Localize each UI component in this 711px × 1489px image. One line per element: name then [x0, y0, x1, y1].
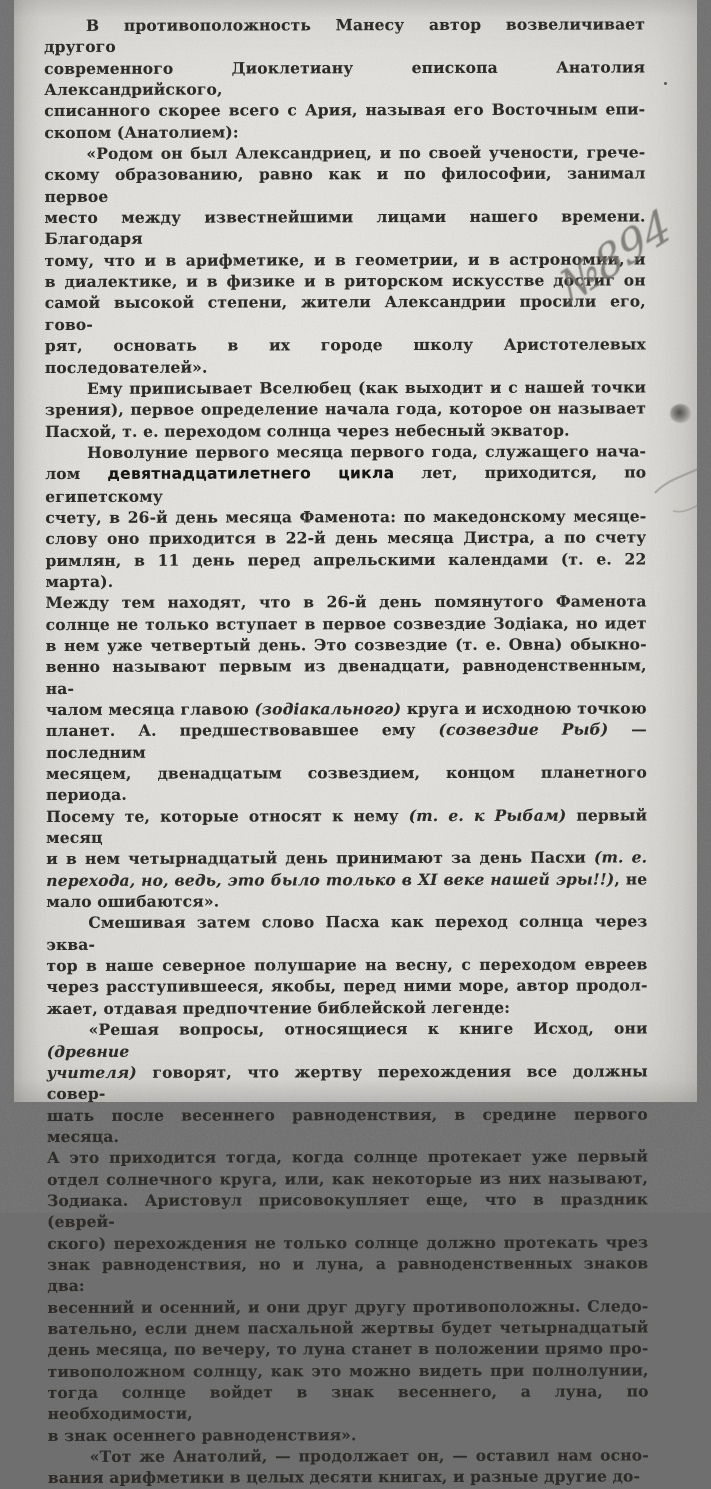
text-line — [45, 334, 646, 378]
text-run: вания арифметики в целых десяти книгах, и разные другие до- — [47, 1466, 641, 1488]
italic-run: (т. е. к Рыбам) — [408, 805, 567, 825]
text-run: слову оно приходится в 22-й день месяца Дистра, а по счету — [45, 527, 647, 549]
text-line — [45, 440, 646, 463]
text-line — [48, 1466, 649, 1489]
text-run: , не — [614, 869, 648, 889]
paragraph — [45, 440, 647, 912]
text-run: «Тот же Анатолий, — продолжает он, — оставил нам осно- — [89, 1445, 649, 1466]
text-run: тор в наше северное полушарие на весну, с переходом евреев — [46, 954, 648, 976]
text-line — [45, 419, 646, 442]
text-run: счету, в 26-й день месяца Фаменота: по македонскому месяце- — [45, 506, 647, 527]
text-run: жает, отдавая предпочтение библейской легенде: — [46, 997, 511, 1018]
paragraph — [47, 1018, 649, 1446]
text-line — [47, 975, 648, 998]
text-line — [46, 655, 647, 699]
paragraph — [44, 13, 645, 143]
italic-run: (т. е. — [593, 847, 648, 867]
text-run: зрения), первое определение начала года, которое он называет — [45, 398, 647, 420]
text-line — [46, 612, 647, 635]
text-run: и в нем четырнадцатый день принимают за день Пасхи — [46, 847, 594, 869]
text-line — [45, 270, 646, 293]
bold-run: девятнадцатилетнего цикла — [107, 464, 395, 484]
text-line — [47, 1252, 648, 1296]
text-line — [46, 761, 647, 805]
text-run: солнце не только вступает в первое созвездие Зодіака, но идет — [45, 613, 647, 634]
text-run: отдел солнечного круга, или, как некоторые из них называют, — [47, 1167, 649, 1189]
text-line — [45, 462, 646, 507]
text-run: весенний и осенний, и они друг другу противоположны. Следо- — [47, 1296, 649, 1317]
text-line — [47, 1295, 648, 1318]
text-line — [45, 291, 646, 335]
text-run: шать после весеннего равноденствия, в средине первого месяца. — [46, 1103, 648, 1146]
text-run: в нем уже четвертый день. Это созвездие (т. е. Овна) обыкно- — [45, 634, 647, 655]
text-line — [44, 120, 645, 143]
text-line — [46, 804, 647, 848]
text-line — [47, 1060, 648, 1104]
italic-run: (древние — [46, 1041, 130, 1061]
ink-blot — [670, 404, 691, 423]
text-run: «Решая вопросы, относящиеся к книге Исход, они — [88, 1018, 648, 1040]
text-run: чалом месяца главою — [45, 699, 255, 719]
text-run: Новолуние первого месяца первого года, служащего нача- — [87, 441, 647, 462]
text-line — [48, 1359, 649, 1382]
text-line — [47, 996, 648, 1019]
text-run: скому образованию, равно как и по философии, занимал первое — [44, 163, 646, 206]
text-line — [46, 633, 647, 656]
text-block — [44, 13, 649, 1488]
text-run: скопом (Анатолием): — [44, 122, 239, 142]
text-run: в знак осеннего равноденствия». — [47, 1424, 357, 1445]
text-run: венно называют первым из двенадцати, равноденственным, на- — [45, 655, 647, 698]
italic-run: учителя) — [46, 1062, 137, 1082]
text-line — [45, 505, 646, 528]
text-line — [45, 248, 646, 271]
text-run: лом — [45, 464, 108, 484]
paragraph — [48, 1444, 649, 1488]
text-line — [46, 847, 647, 870]
ink-speck — [664, 82, 667, 85]
text-line — [47, 1146, 648, 1169]
text-line — [46, 868, 647, 891]
italic-run: (созвездие Рыб) — [438, 719, 609, 740]
italic-run: перехода, но, ведь, это было только в XI веке нашей эры!!) — [46, 869, 615, 890]
text-run: Ему приписывает Вселюбец (как выходит и с нашей точки — [86, 377, 647, 398]
text-run: Зодиака. Аристовул присовокупляет еще, что в праздник (еврей- — [47, 1189, 649, 1232]
text-line — [47, 1231, 648, 1254]
text-run: вательно, если днем пасхальной жертвы будет четырнадцатый — [47, 1317, 649, 1338]
text-run: тому, что и в арифметике, и в геометрии, и в астрономии, и — [44, 249, 646, 270]
italic-run: (зодіакального) — [254, 699, 402, 719]
text-run: ского) перехождения не только солнце должно протекать чрез — [47, 1232, 649, 1253]
text-line — [47, 1188, 648, 1232]
text-run: месяцем, двенадцатым созвездием, концом планетного периода. — [45, 762, 648, 805]
text-run: мало ошибаются». — [46, 891, 220, 912]
text-line — [44, 141, 645, 164]
paragraph — [45, 376, 646, 442]
text-line — [46, 719, 647, 763]
text-run: современного Диоклетиану епископа Анатолия Александрийского, — [44, 57, 646, 100]
text-line — [47, 1167, 648, 1190]
text-line — [46, 911, 647, 955]
text-run: списанного скорее всего с Ария, называя его Восточным епи- — [44, 99, 646, 121]
text-run: Между тем находят, что в 26-й день помянутого Фаменота — [45, 591, 647, 613]
text-run: рят, основать в их городе школу Аристотелевых последователей». — [44, 334, 646, 377]
text-line — [44, 99, 645, 122]
scanned-page — [14, 0, 697, 1488]
text-run: тогда солнце войдет в знак весеннего, а луна, по необходимости, — [47, 1381, 649, 1424]
text-line — [47, 1338, 648, 1361]
text-line — [47, 1103, 648, 1147]
text-line — [45, 548, 646, 592]
text-run: день месяца, по вечеру, то луна станет в положении прямо про- — [47, 1338, 649, 1360]
text-run: А это приходится тогда, когда солнце протекает уже первый — [46, 1146, 649, 1168]
text-run: В противоположность Манесу автор возвеличивает другого — [44, 14, 646, 57]
text-line — [47, 1018, 648, 1062]
text-run: тивоположном солнцу, как это можно видеть при полнолунии, — [47, 1360, 649, 1381]
text-line — [44, 163, 645, 207]
text-run: Пасхой, т. е. переходом солнца через небесный экватор. — [45, 420, 570, 441]
text-run: лет, приходится, по египетскому — [45, 462, 647, 506]
text-line — [47, 1316, 648, 1339]
text-line — [44, 13, 645, 57]
text-run: в диалектике, и в физике и в риторском искусстве достиг он — [44, 270, 646, 292]
text-line — [46, 697, 647, 720]
text-run: самой высокой степени, жители Александрии просили его, гово- — [44, 291, 646, 334]
text-line — [46, 890, 647, 913]
text-run: — последним — [45, 719, 647, 762]
text-line — [48, 1423, 649, 1446]
text-run: планет. А. предшествовавшее ему — [45, 720, 439, 741]
text-run: круга и исходною точкою — [401, 698, 647, 719]
text-run: говорят, что жертву перехождения все должны совер- — [46, 1061, 648, 1104]
text-line — [48, 1380, 649, 1424]
text-line — [46, 591, 647, 614]
text-run: Посему те, которые относят к нему — [46, 805, 409, 826]
text-run: «Родом он был Александриец, и по своей учености, грече- — [86, 142, 646, 163]
text-run: римлян, в 11 день перед апрельскими календами (т. е. 22 марта). — [45, 549, 647, 591]
text-line — [45, 206, 646, 250]
text-run: знак равноденствия, но и луна, а равноденственных знаков два: — [47, 1253, 649, 1296]
paragraph — [44, 141, 646, 377]
text-line — [45, 398, 646, 421]
handwritten-catalog-number: №894 — [552, 199, 679, 316]
text-run: первый месяц — [46, 805, 648, 848]
text-line — [45, 527, 646, 550]
text-line — [45, 376, 646, 399]
text-run: через расступившееся, якобы, перед ними море, автор продол- — [46, 975, 648, 997]
paragraph — [46, 911, 647, 1019]
text-line — [48, 1444, 649, 1467]
text-line — [44, 56, 645, 100]
text-run: Смешивая затем слово Пасха как переход солнца через эква- — [46, 911, 648, 954]
text-run: место между известнейшими лицами нашего времени. Благодаря — [44, 206, 646, 249]
text-line — [46, 954, 647, 977]
